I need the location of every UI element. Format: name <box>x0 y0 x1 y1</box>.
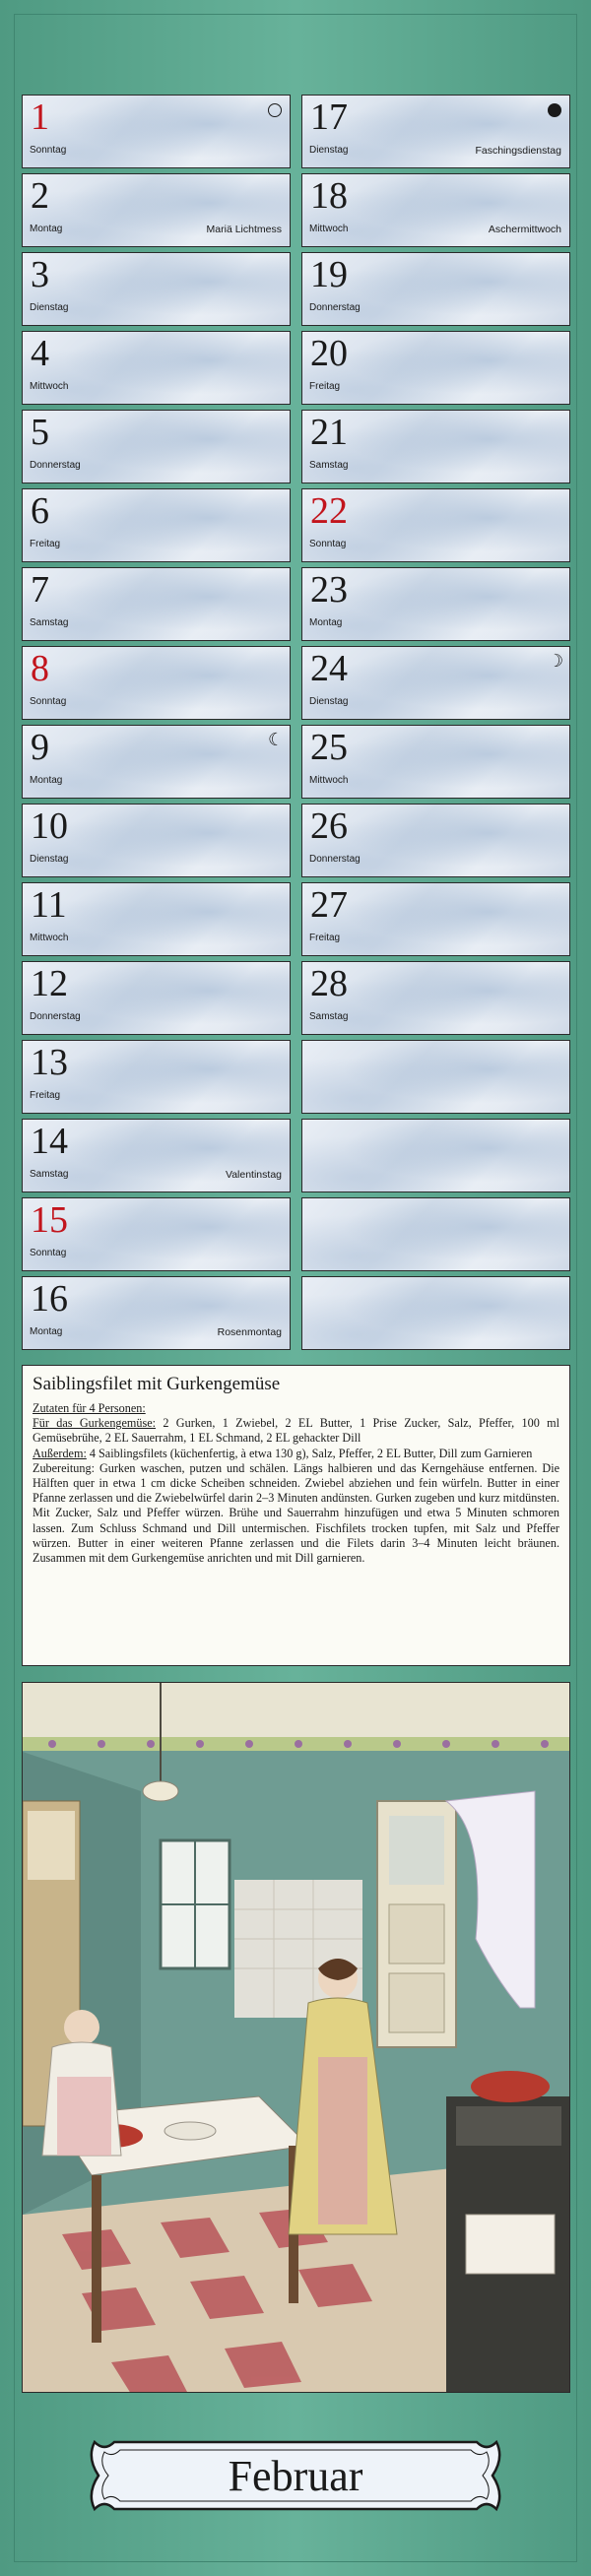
recipe-servings: Zutaten für 4 Personen: <box>33 1401 146 1415</box>
month-title: Februar <box>228 2451 363 2500</box>
day-cell <box>301 488 570 562</box>
weekday-label: Mittwoch <box>309 775 349 786</box>
day-number: 17 <box>310 97 348 138</box>
weekday-label: Samstag <box>309 460 349 471</box>
day-cell <box>22 804 291 877</box>
weekday-label: Dienstag <box>30 854 69 865</box>
day-cell <box>301 725 570 799</box>
weekday-label: Mittwoch <box>309 224 349 234</box>
weekday-label: Donnerstag <box>309 854 361 865</box>
recipe-extra-label: Außerdem: <box>33 1446 87 1460</box>
holiday-label: Valentinstag <box>225 1169 282 1181</box>
day-number: 13 <box>31 1042 68 1083</box>
day-cell <box>22 961 291 1035</box>
day-cell <box>22 410 291 483</box>
day-number: 15 <box>31 1199 68 1241</box>
weekday-label: Mittwoch <box>30 381 69 392</box>
day-cell <box>22 331 291 405</box>
new-moon-icon <box>548 103 561 117</box>
day-number: 18 <box>310 175 348 217</box>
kitchen-scene-image <box>23 1683 570 2393</box>
day-number: 22 <box>310 490 348 532</box>
weekday-label: Montag <box>30 224 63 234</box>
day-cell <box>301 961 570 1035</box>
day-number: 20 <box>310 333 348 374</box>
day-number: 24 <box>310 648 348 689</box>
day-number: 10 <box>31 805 68 847</box>
day-number: 23 <box>310 569 348 611</box>
days-column-left <box>22 95 291 1350</box>
weekday-label: Donnerstag <box>309 302 361 313</box>
day-cell <box>22 567 291 641</box>
day-number: 1 <box>31 97 49 138</box>
holiday-label: Faschingsdienstag <box>475 145 561 157</box>
weekday-label: Freitag <box>30 539 61 549</box>
recipe-preparation: Zubereitung: Gurken waschen, putzen und schälen. Längs halbieren und das Kerngehäuse entfernen. Die Hälften quer in etwa 1 cm dicke Scheiben schneiden. Zwiebel abziehen und fein würfeln. Butter in einer Pfanne zerlassen und die Zwiebelwürfel darin 2–3 Minuten andünsten. Gurken zugeben und kurz mitdünsten. Mit Zucker, Salz und Pfeffer würzen. Brühe und Sauerrahm hinzufügen und etwa 5 Minuten schmoren lassen. Zum Schluss Schmand und Dill untermischen. Fischfilets trocken tupfen, mit Salz und Pfeffer würzen. Butter in einer weiteren Pfanne zerlassen und die Filets darin 3–4 Minuten leicht bräunen. Zusammen mit dem Gurkengemüse anrichten und mit Dill garnieren. <box>33 1460 559 1566</box>
recipe-extra-text: 4 Saiblingsfilets (küchenfertig, à etwa 130 g), Salz, Pfeffer, 2 EL Butter, Dill zum Garnieren <box>86 1446 533 1460</box>
weekday-label: Samstag <box>30 1169 69 1180</box>
day-number: 4 <box>31 333 49 374</box>
recipe-title: Saiblingsfilet mit Gurkengemüse <box>33 1374 281 1394</box>
day-cell <box>301 804 570 877</box>
day-cell <box>22 1197 291 1271</box>
day-number: 14 <box>31 1121 68 1162</box>
day-cell <box>301 567 570 641</box>
weekday-label: Dienstag <box>309 145 349 156</box>
day-cell <box>301 252 570 326</box>
day-number: 3 <box>31 254 49 295</box>
recipe-veg-text: 2 Gurken, 1 Zwiebel, 2 EL Butter, 1 Prise Zucker, Salz, Pfeffer, 100 ml Gemüsebrühe, 2 EL Sauerrahm, 1 EL Schmand, 2 EL gehackter Dill <box>33 1416 559 1446</box>
day-cell <box>301 173 570 247</box>
day-number: 26 <box>310 805 348 847</box>
day-cell <box>22 95 291 168</box>
day-number: 6 <box>31 490 49 532</box>
weekday-label: Sonntag <box>30 145 67 156</box>
day-number: 2 <box>31 175 49 217</box>
weekday-label: Montag <box>309 617 343 628</box>
day-cell <box>22 488 291 562</box>
day-cell <box>301 646 570 720</box>
day-cell <box>22 646 291 720</box>
weekday-label: Montag <box>30 1326 63 1337</box>
empty-day-cell <box>301 1119 570 1192</box>
weekday-label: Freitag <box>309 933 341 943</box>
recipe-text <box>33 1401 559 1566</box>
recipe-veg-label: Für das Gurkengemüse: <box>33 1416 157 1431</box>
holiday-label: Aschermittwoch <box>488 224 561 235</box>
day-cell <box>22 725 291 799</box>
weekday-label: Samstag <box>30 617 69 628</box>
holiday-label: Rosenmontag <box>217 1326 282 1338</box>
weekday-label: Donnerstag <box>30 460 81 471</box>
month-banner <box>85 2428 506 2523</box>
waning-moon-icon: ☾ <box>268 730 285 750</box>
kitchen-illustration <box>22 1682 570 2393</box>
day-number: 5 <box>31 412 49 453</box>
day-cell <box>301 331 570 405</box>
day-number: 9 <box>31 727 49 768</box>
full-moon-icon <box>268 103 282 117</box>
empty-day-cell <box>301 1197 570 1271</box>
day-cell <box>301 95 570 168</box>
weekday-label: Freitag <box>30 1090 61 1101</box>
day-number: 27 <box>310 884 348 926</box>
days-column-right <box>301 95 570 1350</box>
day-number: 11 <box>31 884 67 926</box>
day-cell <box>22 252 291 326</box>
waxing-moon-icon: ☽ <box>548 651 564 672</box>
day-cell <box>301 410 570 483</box>
weekday-label: Donnerstag <box>30 1011 81 1022</box>
day-cell <box>22 1276 291 1350</box>
day-number: 7 <box>31 569 49 611</box>
weekday-label: Samstag <box>309 1011 349 1022</box>
recipe-box <box>22 1365 570 1666</box>
weekday-label: Freitag <box>309 381 341 392</box>
weekday-label: Sonntag <box>30 1248 67 1258</box>
weekday-label: Dienstag <box>309 696 349 707</box>
empty-day-cell <box>301 1276 570 1350</box>
day-number: 28 <box>310 963 348 1004</box>
day-cell <box>22 1119 291 1192</box>
day-number: 12 <box>31 963 68 1004</box>
day-cell <box>22 173 291 247</box>
empty-day-cell <box>301 1040 570 1114</box>
day-number: 25 <box>310 727 348 768</box>
weekday-label: Mittwoch <box>30 933 69 943</box>
weekday-label: Montag <box>30 775 63 786</box>
day-number: 16 <box>31 1278 68 1320</box>
day-number: 19 <box>310 254 348 295</box>
day-number: 21 <box>310 412 348 453</box>
weekday-label: Sonntag <box>309 539 347 549</box>
day-number: 8 <box>31 648 49 689</box>
holiday-label: Mariä Lichtmess <box>206 224 282 235</box>
day-cell <box>22 882 291 956</box>
day-cell <box>301 882 570 956</box>
weekday-label: Sonntag <box>30 696 67 707</box>
day-cell <box>22 1040 291 1114</box>
weekday-label: Dienstag <box>30 302 69 313</box>
